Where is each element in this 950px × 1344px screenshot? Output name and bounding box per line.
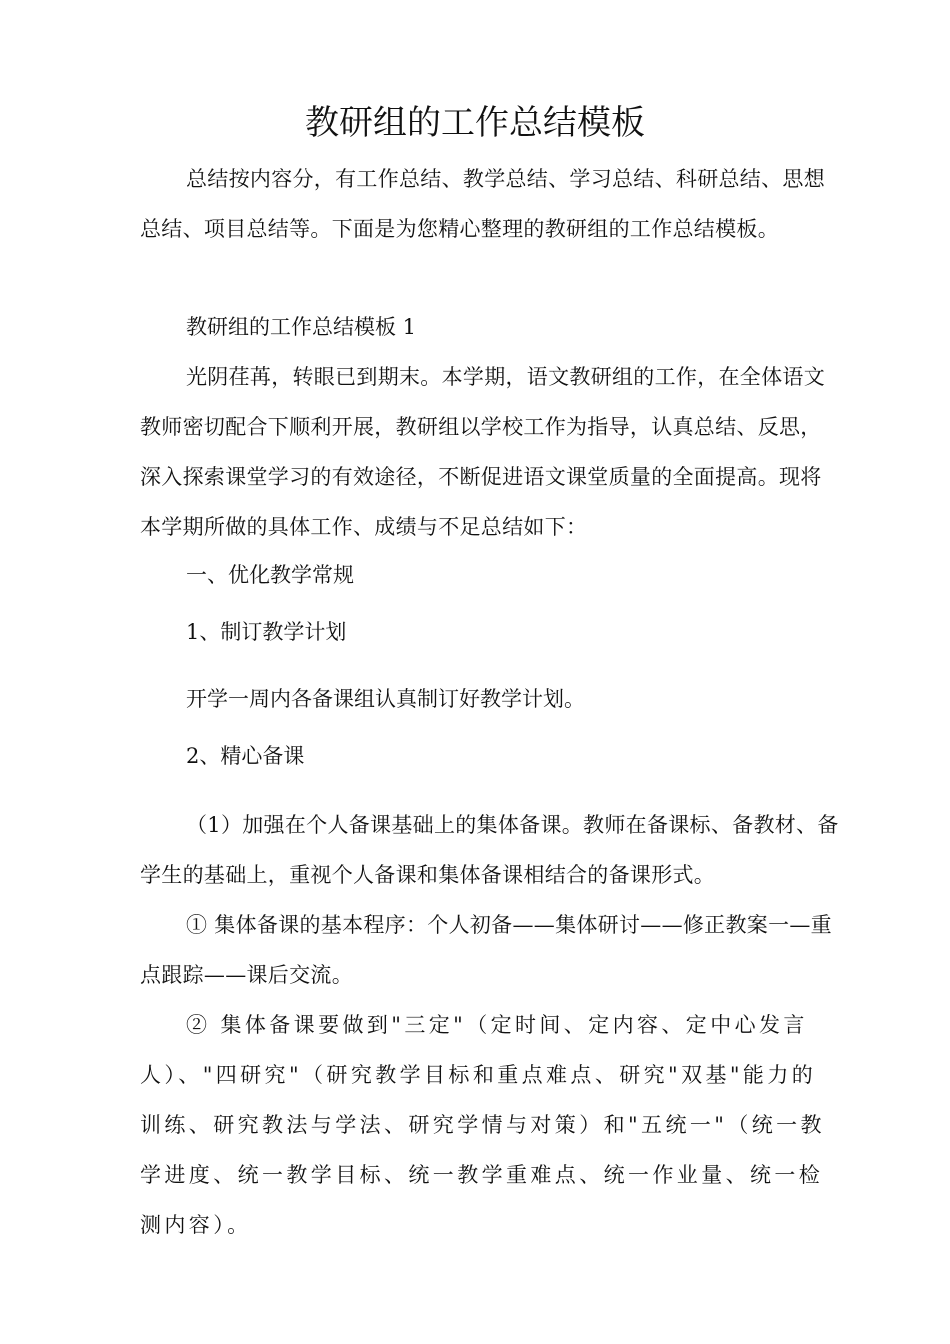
section-title: 教研组的工作总结模板 1 (186, 315, 417, 339)
collective-prep-paragraph: （1）加强在个人备课基础上的集体备课。教师在备课标、备教材、备学生的基础上，重视个人备课和集体备课相结合的备课形式。 (140, 813, 839, 887)
prep-requirements-paragraph: ② 集体备课要做到"三定"（定时间、定内容、定中心发言人）、"四研究"（研究教学目标和重点难点、研究"双基"能力的训练、研究教法与学法、研究学情与对策）和"五统一"（统一教学进度、统一教学目标、统一教学重难点、统一作业量、统一检测内容）。 (140, 1013, 825, 1237)
prep-procedure-paragraph: ① 集体备课的基本程序：个人初备——集体研讨——修正教案一—重点跟踪——课后交流。 (140, 913, 832, 987)
heading-lesson-prep: 2、精心备课 (186, 744, 305, 768)
document-title: 教研组的工作总结模板 (305, 103, 645, 143)
intro-paragraph: 总结按内容分，有工作总结、教学总结、学习总结、科研总结、思想总结、项目总结等。下面是为您精心整理的教研组的工作总结模板。 (140, 167, 825, 241)
opening-paragraph: 光阴荏苒，转眼已到期末。本学期，语文教研组的工作，在全体语文教师密切配合下顺利开展，教研组以学校工作为指导，认真总结、反思，深入探索课堂学习的有效途径，不断促进语文课堂质量的全面提高。现将本学期所做的具体工作、成绩与不足总结如下： (140, 365, 825, 539)
teaching-plan-text: 开学一周内各备课组认真制订好教学计划。 (186, 687, 585, 711)
heading-teaching-plan: 1、制订教学计划 (186, 620, 347, 644)
heading-optimize-teaching: 一、优化教学常规 (186, 563, 354, 587)
